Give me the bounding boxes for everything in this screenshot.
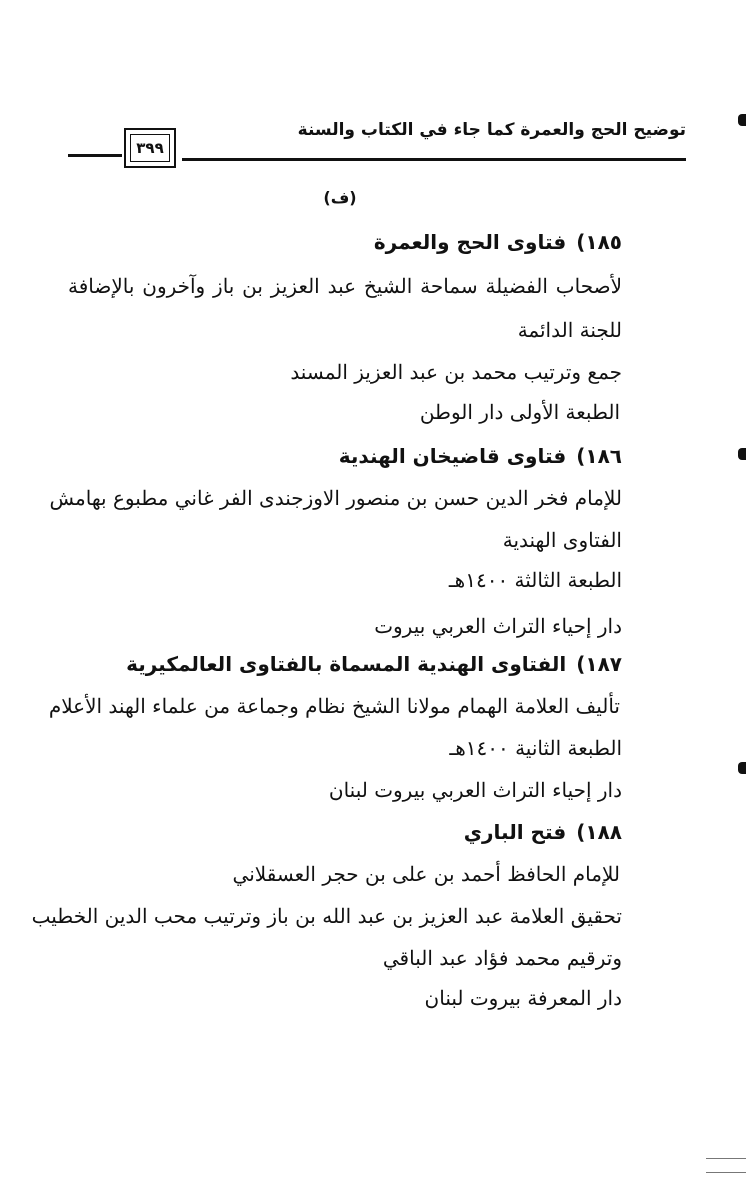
entry-number: ١٨٨): [576, 820, 622, 844]
edge-mark: [738, 762, 746, 774]
header-rule: [182, 158, 686, 161]
edge-rule: [706, 1172, 746, 1173]
entry-line: للجنة الدائمة: [517, 318, 622, 342]
header-rule-short: [68, 154, 122, 157]
entry-title: [374, 228, 622, 256]
entry-title: [126, 650, 622, 678]
entry-line: تحقيق العلامة عبد العزيز بن عبد الله بن باز وترتيب محب الدين الخطيب: [31, 904, 622, 928]
entry-line: الفتاوى الهندية: [502, 528, 622, 552]
entry-line: الطبعة الثالثة ١٤٠٠هـ: [448, 568, 622, 592]
entry-title-text: الفتاوى الهندية المسماة بالفتاوى العالمكيرية: [126, 652, 567, 676]
edge-rule: [706, 1158, 746, 1159]
entry-title: [339, 442, 622, 470]
entry-line: تأليف العلامة الهمام مولانا الشيخ نظام وجماعة من علماء الهند الأعلام: [48, 694, 620, 718]
entry-line: دار المعرفة بيروت لبنان: [424, 986, 622, 1010]
running-title: توضيح الحج والعمرة كما جاء في الكتاب والسنة: [297, 120, 686, 140]
entry-line: للإمام فخر الدين حسن بن منصور الاوزجندى الفر غاني مطبوع بهامش: [49, 486, 622, 510]
entry-number: ١٨٦): [576, 444, 622, 468]
page-number-frame: [124, 128, 176, 168]
entry-line: جمع وترتيب محمد بن عبد العزيز المسند: [290, 360, 622, 384]
entry-line: للإمام الحافظ أحمد بن على بن حجر العسقلاني: [232, 862, 620, 886]
entry-line: لأصحاب الفضيلة سماحة الشيخ عبد العزيز بن باز وآخرون بالإضافة: [68, 274, 622, 298]
entry-title-text: فتاوى الحج والعمرة: [373, 230, 567, 254]
section-letter: (ف): [323, 188, 357, 207]
edge-mark: [738, 448, 746, 460]
entry-number: ١٨٥): [576, 230, 622, 254]
entry-line: دار إحياء التراث العربي بيروت: [374, 614, 622, 638]
entry-line: وترقيم محمد فؤاد عبد الباقي: [382, 946, 622, 970]
entry-line: الطبعة الثانية ١٤٠٠هـ: [449, 736, 622, 760]
entry-title-text: فتاوى قاضيخان الهندية: [338, 444, 567, 468]
entry-title-text: فتح الباري: [463, 820, 567, 844]
page-number: ٣٩٩: [130, 134, 170, 162]
entry-number: ١٨٧): [576, 652, 622, 676]
entry-line: الطبعة الأولى دار الوطن: [419, 400, 620, 424]
entry-line: دار إحياء التراث العربي بيروت لبنان: [328, 778, 622, 802]
edge-mark: [738, 114, 746, 126]
entry-title: [464, 818, 622, 846]
